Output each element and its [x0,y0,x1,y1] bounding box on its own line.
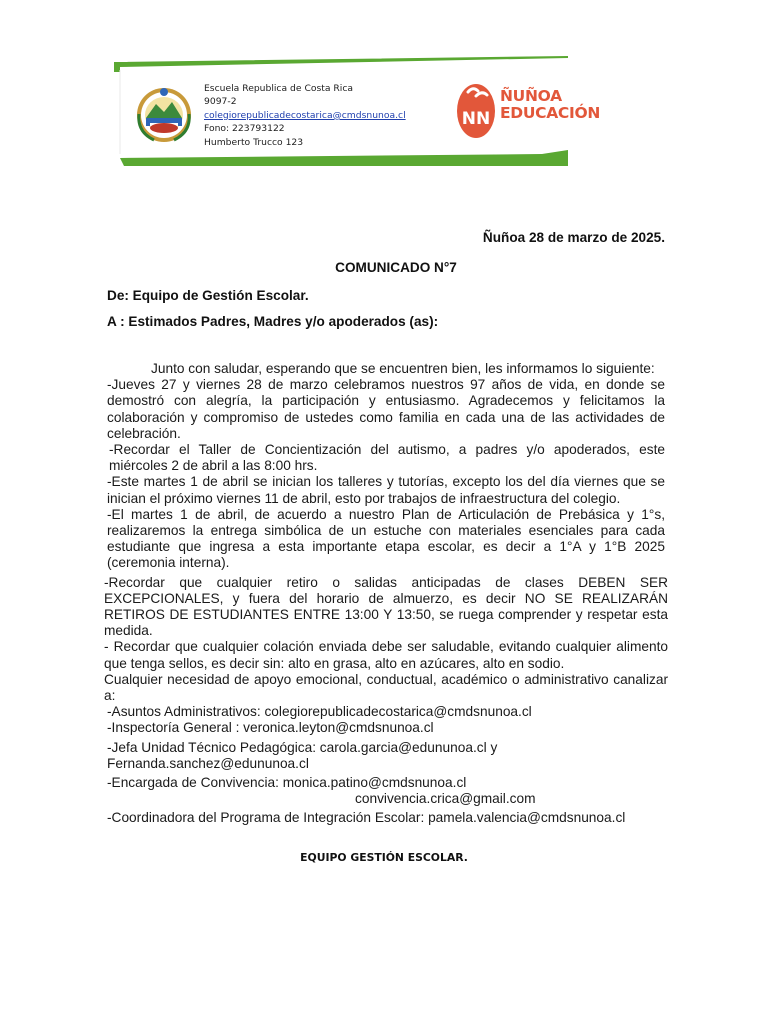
logo-mark-text: NN [461,109,491,129]
contact-pie: -Coordinadora del Programa de Integración Escolar: pamela.valencia@cmdsnunoa.cl [107,810,626,826]
school-info [204,82,406,149]
school-name: Escuela Republica de Costa Rica [204,83,354,94]
document-title: COMUNICADO N°7 [335,260,457,275]
intro-paragraph: Junto con saludar, esperando que se encuentren bien, les informamos lo siguiente: [151,361,655,376]
item-healthy-snack: - Recordar que cualquier colación enviada debe ser saludable, evitando cualquier alimento que tenga sellos, es decir sin: alto en grasa, alto en azúcares, alto en sodio. [104,639,668,671]
signature: EQUIPO GESTIÓN ESCOLAR. [300,851,468,864]
contact-utp-2: Fernanda.sanchez@edununoa.cl [107,755,309,771]
school-address: Humberto Trucco 123 [204,136,304,148]
document-date: Ñuñoa 28 de marzo de 2025. [482,230,665,245]
letterhead [112,54,601,166]
sender-line: De: Equipo de Gestión Escolar. [107,288,309,303]
school-email-link[interactable]: colegiorepublicadecostarica@cmdsnunoa.cl [204,109,406,121]
brand-line-2: EDUCACIÓN [500,104,601,122]
school-crest-icon [134,84,194,144]
document-body [104,361,668,827]
nunoa-logo-icon [456,82,496,142]
item-support-channels: Cualquier necesidad de apoyo emocional, conductual, académico o administrativo canalizar a: [104,671,668,704]
brand-line-1: ÑUÑOA [500,87,562,105]
recipient-line: A : Estimados Padres, Madres y/o apoderados (as): [107,314,439,329]
contact-utp: -Jefa Unidad Técnico Pedagógica: carola.garcia@edununoa.cl y [107,739,498,755]
school-phone: Fono: 223793122 [204,123,285,135]
contact-inspectoria: -Inspectoría General : veronica.leyton@cmdsnunoa.cl [107,720,434,736]
brand-text [500,88,640,122]
contact-admin: -Asuntos Administrativos: colegiorepublicadecostarica@cmdsnunoa.cl [107,704,532,720]
contact-convivencia-2: convivencia.crica@gmail.com [355,791,536,807]
item-autism-workshop: -Recordar el Taller de Concientización del autismo, a padres y/o apoderados, este miércoles 2 de abril a las 8:00 hrs. [109,442,665,474]
school-rbd: 9097-2 [204,96,237,108]
item-anniversary: -Jueves 27 y viernes 28 de marzo celebramos nuestros 97 años de vida, en donde se demostró con alegría, la participación y entusiasmo. Agradecemos y felicitamos la colaboración y compromiso de ustedes como familia en cada una de las actividades de celebración. [107,377,665,441]
item-workshops-start: -Este martes 1 de abril se inician los talleres y tutorías, excepto los del día viernes que se inician el próximo viernes 11 de abril, esto por trabajos de infraestructura del colegio. [107,474,665,506]
contact-convivencia: -Encargada de Convivencia: monica.patino@cmdsnunoa.cl [107,775,467,791]
item-early-pickup: -Recordar que cualquier retiro o salidas anticipadas de clases DEBEN SER EXCEPCIONALES, y fuera del horario de almuerzo, es decir NO SE REALIZARÁN RETIROS DE ESTUDIANTES ENTRE 13:00 Y 13:50, se ruega comprender y respetar esta medida. [104,574,668,639]
item-articulation-plan: -El martes 1 de abril, de acuerdo a nuestro Plan de Articulación de Prebásica y 1°s, realizaremos la entrega simbólica de un estuche con materiales esenciales para cada estudiante que ingresa a esta importante etapa escolar, es decir a 1°A y 1°B 2025 (ceremonia interna). [107,506,665,571]
